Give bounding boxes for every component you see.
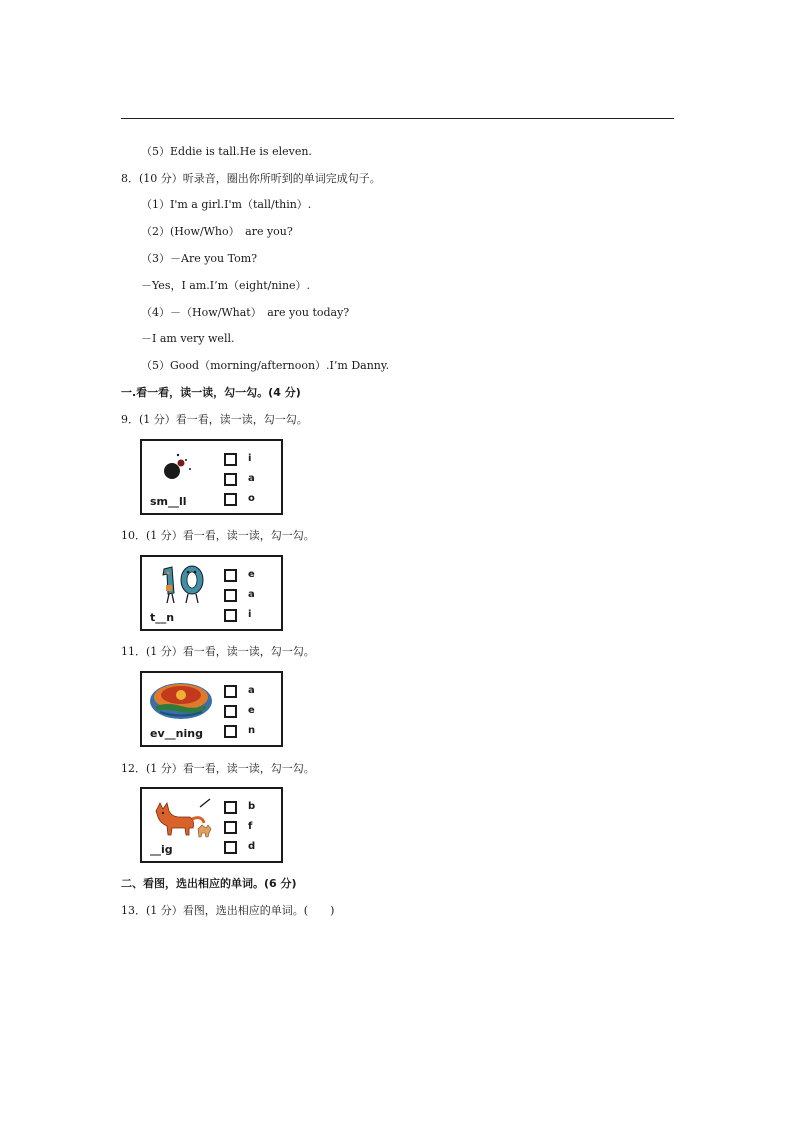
sentence-5-previous: （5）Eddie is tall.He is eleven. bbox=[141, 145, 312, 158]
q11-option-2[interactable]: e bbox=[224, 701, 276, 721]
question-8-title: 8．(10 分）听录音，圈出你所听到的单词完成句子。 bbox=[121, 172, 381, 185]
question-10-title: 10．(1 分）看一看，读一读，勾一勾。 bbox=[121, 529, 315, 542]
checkbox[interactable] bbox=[224, 841, 237, 854]
checkbox[interactable] bbox=[224, 473, 237, 486]
checkbox[interactable] bbox=[224, 821, 237, 834]
header-rule bbox=[121, 118, 674, 119]
question-12-card bbox=[140, 787, 283, 863]
section-2-heading: 二、看图，选出相应的单词。(6 分) bbox=[121, 877, 297, 890]
q10-option-2[interactable]: a bbox=[224, 585, 276, 605]
question-9-word: sm__ll bbox=[150, 495, 187, 508]
checkbox[interactable] bbox=[224, 801, 237, 814]
question-10-word: t__n bbox=[150, 611, 175, 624]
question-11-card bbox=[140, 671, 283, 747]
q9-option-1[interactable]: i bbox=[224, 449, 276, 469]
q8-item-3: （3）－Are you Tom? bbox=[141, 252, 258, 265]
q12-option-3[interactable]: d bbox=[224, 837, 276, 857]
number-ten-icon bbox=[148, 563, 214, 607]
checkbox[interactable] bbox=[224, 589, 237, 602]
q8-item-1: （1）I'm a girl.I'm（tall/thin）. bbox=[141, 198, 312, 211]
question-10-card bbox=[140, 555, 283, 631]
q10-option-1[interactable]: e bbox=[224, 565, 276, 585]
sunset-icon bbox=[148, 679, 214, 723]
checkbox[interactable] bbox=[224, 493, 237, 506]
question-11-title: 11．(1 分）看一看，读一读，勾一勾。 bbox=[121, 645, 315, 658]
q10-option-3[interactable]: i bbox=[224, 605, 276, 625]
checkbox[interactable] bbox=[224, 685, 237, 698]
question-9-title: 9．(1 分）看一看，读一读，勾一勾。 bbox=[121, 413, 308, 426]
checkbox[interactable] bbox=[224, 609, 237, 622]
question-12-title: 12．(1 分）看一看，读一读，勾一勾。 bbox=[121, 762, 315, 775]
q11-option-3[interactable]: n bbox=[224, 721, 276, 741]
section-1-heading: 一.看一看，读一读，勾一勾。(4 分) bbox=[121, 386, 301, 399]
checkbox[interactable] bbox=[224, 725, 237, 738]
q8-item-3-answer: －Yes，I am.I’m（eight/nine）. bbox=[141, 279, 311, 292]
checkbox[interactable] bbox=[224, 705, 237, 718]
q11-option-1[interactable]: a bbox=[224, 681, 276, 701]
question-9-card bbox=[140, 439, 283, 515]
checkbox[interactable] bbox=[224, 453, 237, 466]
q8-item-2: （2）(How/Who） are you? bbox=[141, 225, 293, 238]
q12-option-1[interactable]: b bbox=[224, 797, 276, 817]
q8-item-5: （5）Good（morning/afternoon）.I’m Danny. bbox=[141, 359, 390, 372]
checkbox[interactable] bbox=[224, 569, 237, 582]
q9-option-2[interactable]: a bbox=[224, 469, 276, 489]
q12-option-2[interactable]: f bbox=[224, 817, 276, 837]
q8-item-4: （4）－（How/What） are you today? bbox=[141, 306, 350, 319]
q9-option-3[interactable]: o bbox=[224, 489, 276, 509]
q8-item-4-answer: －I am very well. bbox=[141, 332, 235, 345]
fox-and-dog-icon bbox=[148, 795, 214, 839]
ball-icon bbox=[148, 447, 214, 491]
question-11-word: ev__ning bbox=[150, 727, 203, 740]
question-13-title: 13．(1 分）看图，选出相应的单词。( ) bbox=[121, 904, 335, 917]
question-12-word: __ig bbox=[150, 843, 173, 856]
